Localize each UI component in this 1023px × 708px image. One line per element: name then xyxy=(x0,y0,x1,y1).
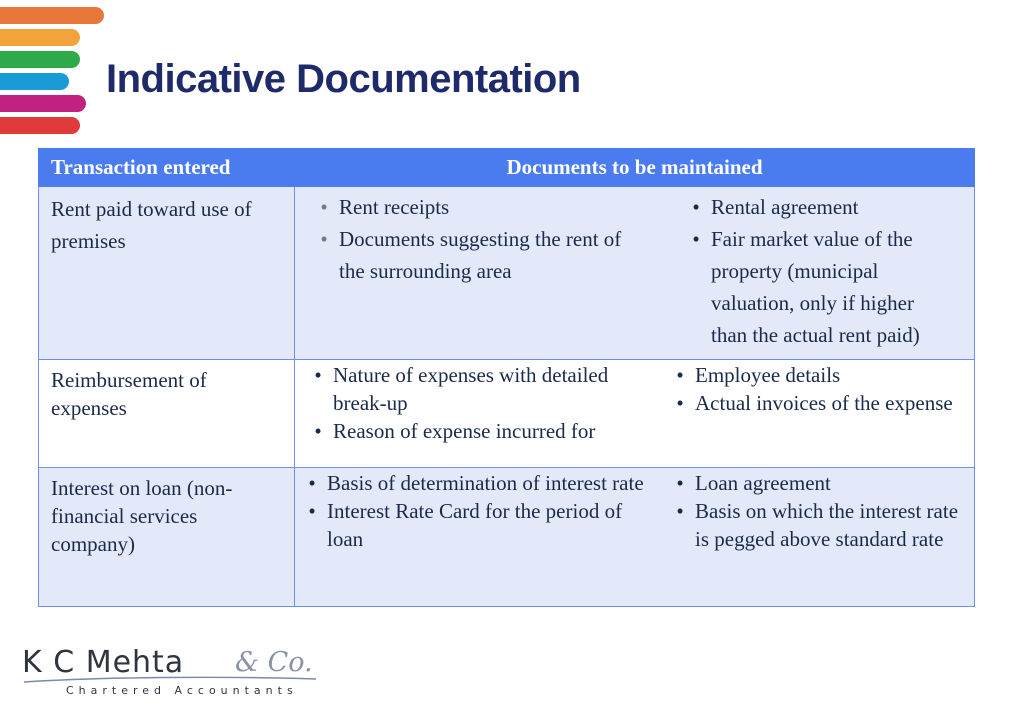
stripe-green xyxy=(0,51,80,68)
documentation-table xyxy=(38,148,975,607)
transaction-cell: Reimbursement of expenses xyxy=(39,360,295,468)
list-item: • Interest Rate Card for the period of loan xyxy=(297,497,653,553)
table-row xyxy=(39,187,975,360)
header-transaction: Transaction entered xyxy=(39,149,295,187)
bullet-icon: • xyxy=(676,471,684,495)
list-item: • Rental agreement xyxy=(681,191,944,223)
table-row xyxy=(39,360,975,468)
table-header-row xyxy=(39,149,975,187)
transaction-cell: Interest on loan (non-financial services company) xyxy=(39,468,295,607)
slide-title: Indicative Documentation xyxy=(106,57,581,101)
documents-list xyxy=(295,469,653,553)
list-item: • Reason of expense incurred for xyxy=(303,417,653,445)
list-item: • Nature of expenses with detailed break-up xyxy=(303,361,653,417)
documents-list xyxy=(653,469,974,553)
bullet-icon: • xyxy=(676,391,684,415)
documents-list xyxy=(653,361,974,417)
documents-list xyxy=(295,191,647,287)
list-item: • Fair market value of the property (municipal valuation, only if higher than the actual rent paid) xyxy=(681,223,944,351)
list-item: • Rent receipts xyxy=(309,191,647,223)
list-item: • Actual invoices of the expense xyxy=(665,389,974,417)
list-item: • Employee details xyxy=(665,361,974,389)
bullet-icon: • xyxy=(676,363,684,387)
list-item: • Loan agreement xyxy=(665,469,974,497)
documents-cell xyxy=(295,360,975,468)
documents-list xyxy=(295,361,653,445)
bullet-icon: • xyxy=(320,227,328,251)
bullet-icon: • xyxy=(308,471,316,495)
stripe-orange xyxy=(0,7,104,24)
stripe-amber xyxy=(0,29,80,46)
company-logo xyxy=(22,640,322,700)
transaction-cell: Rent paid toward use of premises xyxy=(39,187,295,360)
documents-cell xyxy=(295,468,975,607)
logo-tagline: Chartered Accountants xyxy=(66,684,298,697)
bullet-icon: • xyxy=(308,499,316,523)
stripe-red xyxy=(0,117,80,134)
bullet-icon: • xyxy=(692,195,700,219)
logo-name: K C Mehta xyxy=(22,645,185,680)
bullet-icon: • xyxy=(314,363,322,387)
stripe-blue xyxy=(0,73,69,90)
header-documents: Documents to be maintained xyxy=(295,149,975,187)
list-item: • Basis on which the interest rate is pegged above standard rate xyxy=(665,497,974,553)
bullet-icon: • xyxy=(314,419,322,443)
bullet-icon: • xyxy=(320,195,328,219)
stripe-magenta xyxy=(0,95,86,112)
bullet-icon: • xyxy=(692,227,700,251)
table-row xyxy=(39,468,975,607)
list-item: • Documents suggesting the rent of the surrounding area xyxy=(309,223,647,287)
documents-list xyxy=(647,191,974,351)
list-item: • Basis of determination of interest rate xyxy=(297,469,653,497)
bullet-icon: • xyxy=(676,499,684,523)
documents-cell xyxy=(295,187,975,360)
logo-suffix: & Co. xyxy=(235,647,313,678)
